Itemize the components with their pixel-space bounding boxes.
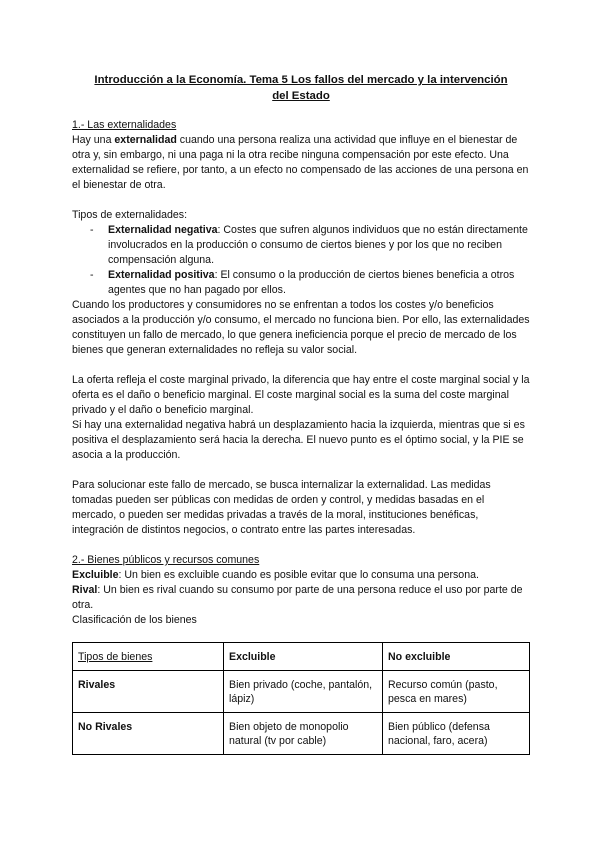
title-line-1: Introducción a la Economía. Tema 5 Los fallos del mercado y la intervención — [94, 74, 508, 86]
table-cell: Bien objeto de monopolio natural (tv por cable) — [224, 713, 383, 755]
table-header-row — [73, 643, 530, 671]
rival-text: : Un bien es rival cuando su consumo por parte de una persona reduce el uso por parte de otra. — [72, 584, 523, 611]
rival-definition — [72, 583, 530, 613]
def-post: cuando una persona realiza una actividad que influye en el bienestar de otra y, sin embargo, ni una paga ni la otra recibe ninguna compensación por este efecto. Una externalidad se refiere, por tanto, a un efecto no compensado de las acciones de una persona en el bienestar de otra. — [72, 134, 529, 191]
list-dash: - — [90, 224, 94, 236]
table-row — [73, 713, 530, 755]
goods-classification-table — [72, 642, 530, 755]
section-2-heading: 2.- Bienes públicos y recursos comunes — [72, 554, 260, 566]
table-row — [73, 671, 530, 713]
table-cell: No Rivales — [73, 713, 224, 755]
section-1-heading: 1.- Las externalidades — [72, 119, 177, 131]
list-text: : Costes que sufren algunos individuos que no están directamente involucrados en la producción o consumo de ciertos bienes y por los que no reciben compensación alguna. — [108, 224, 528, 266]
def-term: externalidad — [114, 134, 177, 146]
list-item — [72, 223, 530, 268]
excludable-definition — [72, 568, 530, 583]
document-title — [72, 72, 530, 104]
list-text: : El consumo o la producción de ciertos bienes beneficia a otros agentes que no han pagado por ellos. — [108, 269, 515, 296]
paragraph-market-failure: Cuando los productores y consumidores no se enfrentan a todos los costes y/o beneficios asociados a la producción y/o consumo, el mercado no funciona bien. Por ello, las externalidades constituyen un fallo de mercado, lo que genera ineficiencia porque el precio de mercado de los bienes que generan externalidades no refleja su valor social. — [72, 299, 530, 356]
types-label: Tipos de externalidades: — [72, 209, 188, 221]
classification-label: Clasificación de los bienes — [72, 614, 197, 626]
table-cell: Recurso común (pasto, pesca en mares) — [383, 671, 530, 713]
table-cell: Tipos de bienes — [73, 643, 224, 671]
paragraph-displacement: Si hay una externalidad negativa habrá un desplazamiento hacia la izquierda, mientras que si es positiva el desplazamiento será hacia la derecha. El nuevo punto es el óptimo social, y la PIE se asocia a la producción. — [72, 419, 525, 461]
table-cell: Bien privado (coche, pantalón, lápiz) — [224, 671, 383, 713]
def-pre: Hay una — [72, 134, 115, 146]
rival-term: Rival — [72, 584, 98, 596]
paragraph-marginal-cost: La oferta refleja el coste marginal privado, la diferencia que hay entre el coste marginal social y la oferta es el daño o beneficio marginal. El coste marginal social es la suma del coste marginal privado y el daño o beneficio marginal. — [72, 374, 530, 416]
document-page — [72, 72, 530, 755]
externality-definition — [72, 133, 530, 193]
list-item — [72, 268, 530, 298]
table-cell: No excluible — [383, 643, 530, 671]
excludable-text: : Un bien es excluible cuando es posible evitar que lo consuma una persona. — [118, 569, 479, 581]
title-line-2: del Estado — [272, 90, 330, 102]
excludable-term: Excluible — [72, 569, 119, 581]
table-cell: Excluible — [224, 643, 383, 671]
externality-types-list — [72, 223, 530, 298]
paragraph-solutions: Para solucionar este fallo de mercado, se busca internalizar la externalidad. Las medidas tomadas pueden ser públicas con medidas de orden y control, y medidas basadas en el mercado, o pueden ser medidas privadas a través de la moral, instituciones benéficas, integración de distintos negocios, o contrato entre las partes interesadas. — [72, 479, 491, 536]
list-dash: - — [90, 269, 94, 281]
list-term: Externalidad negativa — [108, 224, 218, 236]
table-cell: Rivales — [73, 671, 224, 713]
table-cell: Bien público (defensa nacional, faro, acera) — [383, 713, 530, 755]
list-term: Externalidad positiva — [108, 269, 215, 281]
